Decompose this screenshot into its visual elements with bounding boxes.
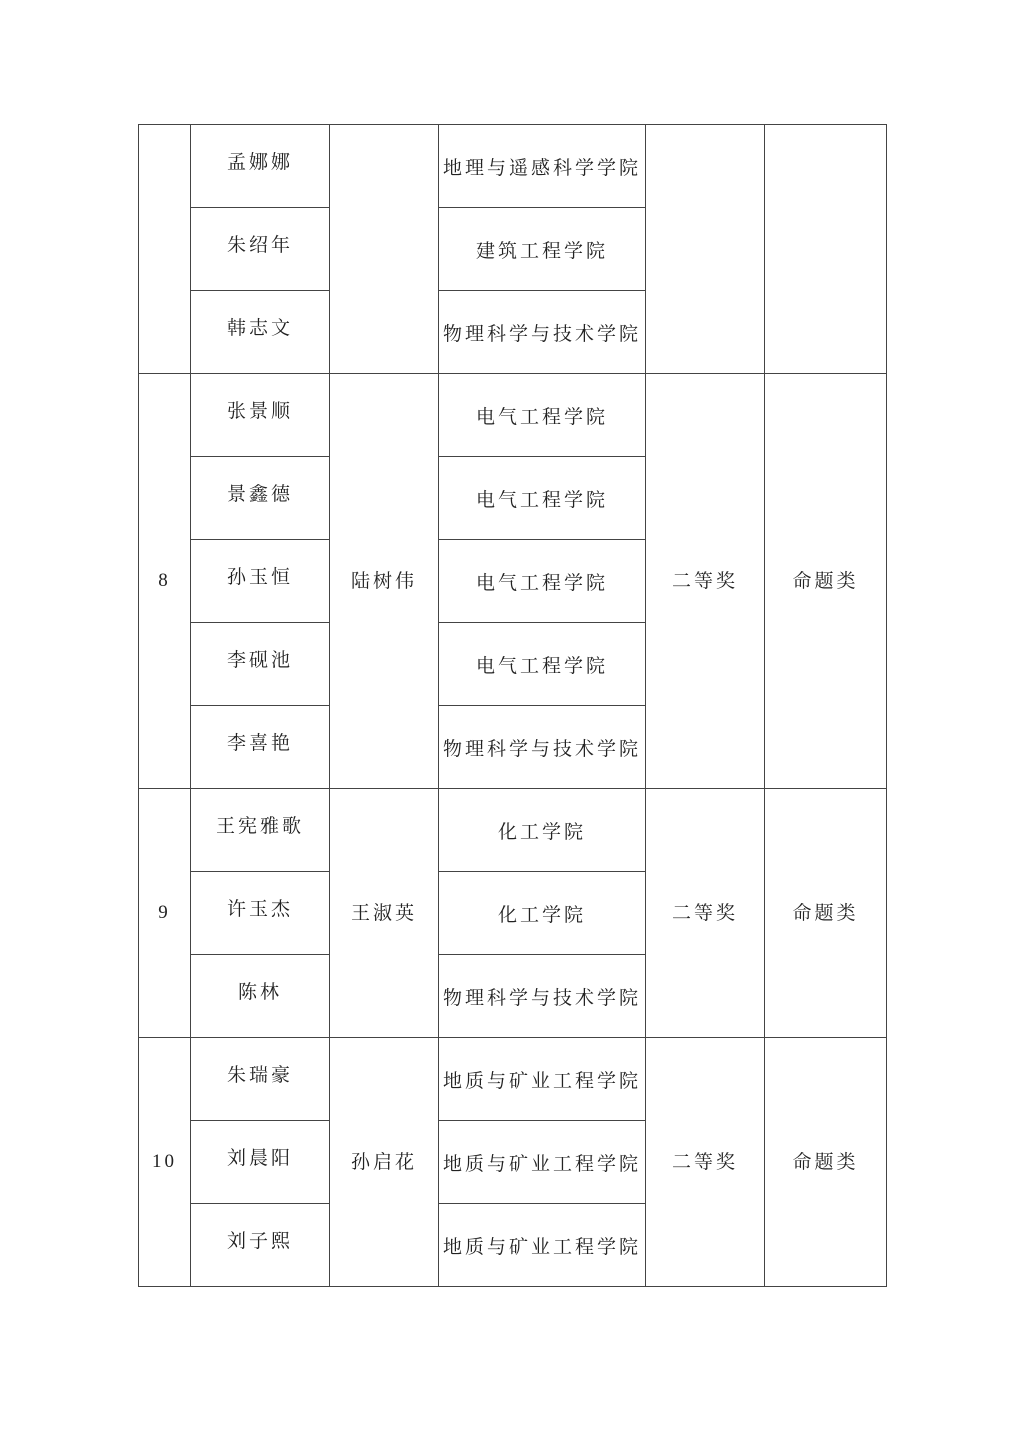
college-name: 地质与矿业工程学院	[439, 1038, 646, 1121]
member-name: 陈林	[191, 955, 330, 1038]
table-row	[139, 125, 887, 208]
college-name: 地质与矿业工程学院	[439, 1204, 646, 1287]
member-name: 张景顺	[191, 374, 330, 457]
college-name: 电气工程学院	[439, 374, 646, 457]
college-name: 地质与矿业工程学院	[439, 1121, 646, 1204]
member-name: 李砚池	[191, 623, 330, 706]
group-number: 8	[139, 374, 191, 789]
college-name: 物理科学与技术学院	[439, 955, 646, 1038]
member-name: 朱瑞豪	[191, 1038, 330, 1121]
member-name: 李喜艳	[191, 706, 330, 789]
award-level: 二等奖	[646, 1038, 765, 1287]
group-number	[139, 125, 191, 374]
award-level: 二等奖	[646, 789, 765, 1038]
award-table	[138, 124, 887, 1287]
college-name: 化工学院	[439, 872, 646, 955]
table-row	[139, 789, 887, 872]
group-number: 9	[139, 789, 191, 1038]
college-name: 电气工程学院	[439, 540, 646, 623]
college-name: 物理科学与技术学院	[439, 291, 646, 374]
member-name: 孟娜娜	[191, 125, 330, 208]
category: 命题类	[765, 789, 887, 1038]
college-name: 电气工程学院	[439, 457, 646, 540]
advisor-name: 陆树伟	[330, 374, 439, 789]
college-name: 电气工程学院	[439, 623, 646, 706]
college-name: 化工学院	[439, 789, 646, 872]
member-name: 刘子熙	[191, 1204, 330, 1287]
member-name: 朱绍年	[191, 208, 330, 291]
award-level: 二等奖	[646, 374, 765, 789]
college-name: 地理与遥感科学学院	[439, 125, 646, 208]
award-level	[646, 125, 765, 374]
member-name: 孙玉恒	[191, 540, 330, 623]
advisor-name	[330, 125, 439, 374]
member-name: 王宪雅歌	[191, 789, 330, 872]
college-name: 建筑工程学院	[439, 208, 646, 291]
table-row	[139, 374, 887, 457]
category: 命题类	[765, 1038, 887, 1287]
member-name: 韩志文	[191, 291, 330, 374]
table-row	[139, 1038, 887, 1121]
advisor-name: 孙启花	[330, 1038, 439, 1287]
college-name: 物理科学与技术学院	[439, 706, 646, 789]
category	[765, 125, 887, 374]
member-name: 景鑫德	[191, 457, 330, 540]
member-name: 许玉杰	[191, 872, 330, 955]
category: 命题类	[765, 374, 887, 789]
advisor-name: 王淑英	[330, 789, 439, 1038]
member-name: 刘晨阳	[191, 1121, 330, 1204]
group-number: 10	[139, 1038, 191, 1287]
